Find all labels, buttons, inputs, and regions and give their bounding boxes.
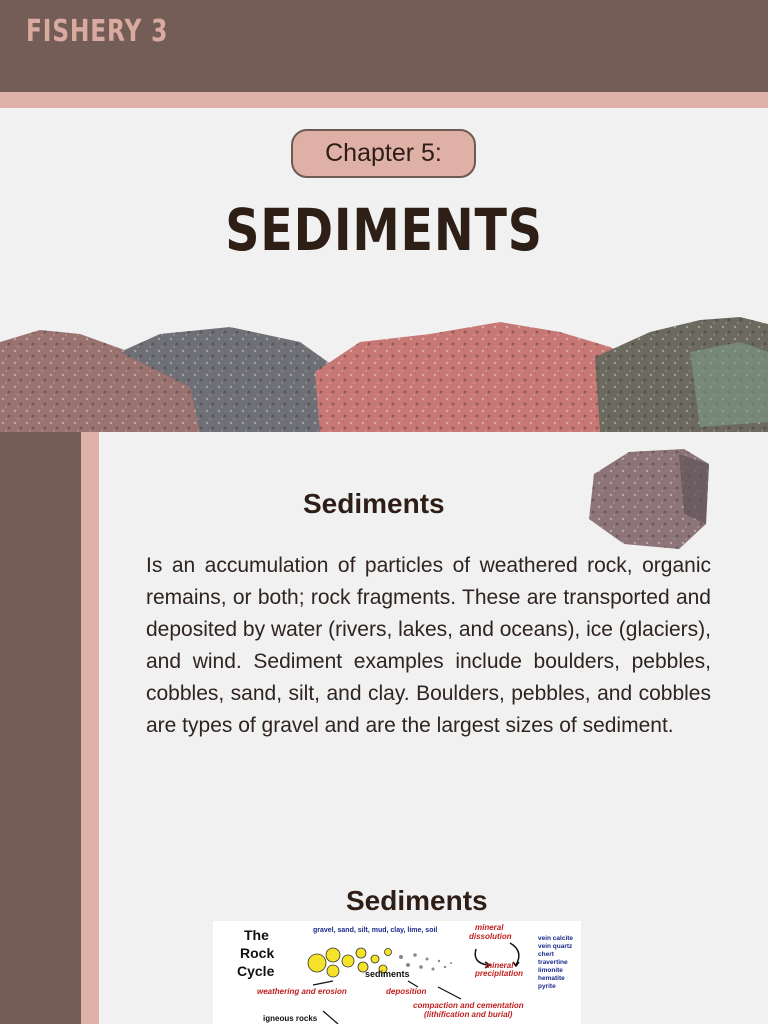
- section-heading-secondary: Sediments: [346, 885, 488, 916]
- chapter-badge: [291, 129, 476, 178]
- mineral-item: vein calcite: [538, 935, 574, 942]
- sediments-label: sediments: [365, 969, 410, 979]
- mineral-precipitation-label-2: precipitation: [475, 969, 524, 978]
- granite-rock-image: [584, 444, 714, 554]
- mineral-dissolution-label-2: dissolution: [469, 932, 512, 941]
- mineral-item: limonite: [538, 967, 563, 974]
- mineral-item: pyrite: [538, 983, 556, 990]
- mineral-item: chert: [538, 951, 554, 958]
- diagram-arrows: [213, 921, 581, 1024]
- compaction-label-1: compaction and cementation: [413, 1001, 524, 1010]
- chapter-label: Chapter 5:: [325, 139, 442, 167]
- brand-title: FISHERY 3: [26, 14, 169, 49]
- mineral-item: hematite: [538, 975, 565, 982]
- diagram-title-line1: The: [244, 927, 269, 943]
- mineral-precipitation-label-1: mineral: [485, 961, 514, 970]
- header-stripe: [0, 92, 768, 108]
- weathering-label: weathering and erosion: [257, 987, 347, 996]
- deposition-label: deposition: [386, 987, 427, 996]
- chapter-title: SEDIMENTS: [225, 196, 543, 264]
- sediment-types-label: gravel, sand, silt, mud, clay, lime, soil: [313, 927, 438, 934]
- header-bar: [0, 0, 768, 92]
- rock-banner-image: [0, 312, 768, 432]
- igneous-rocks-label: igneous rocks: [263, 1014, 318, 1023]
- mineral-item: travertine: [538, 959, 568, 966]
- diagram-title-line3: Cycle: [237, 963, 275, 979]
- section-heading: Sediments: [303, 488, 445, 519]
- rock-cycle-diagram: [213, 921, 581, 1024]
- left-rail-stripe: [81, 432, 99, 1024]
- compaction-label-2: (lithification and burial): [424, 1010, 513, 1019]
- section-body-text: Is an accumulation of particles of weathered rock, organic remains, or both; rock fragments. These are transported and deposited by water (rivers, lakes, and oceans), ice (glaciers), and wind. Sediment examples include boulders, pebbles, cobbles, sand, silt, and clay. Boulders, pebbles, and cobbles are types of gravel and are the largest sizes of sediment.: [146, 554, 711, 737]
- mineral-dissolution-label-1: mineral: [475, 923, 504, 932]
- mineral-item: vein quartz: [538, 943, 573, 950]
- left-rail: [0, 432, 81, 1024]
- diagram-title-line2: Rock: [240, 945, 275, 961]
